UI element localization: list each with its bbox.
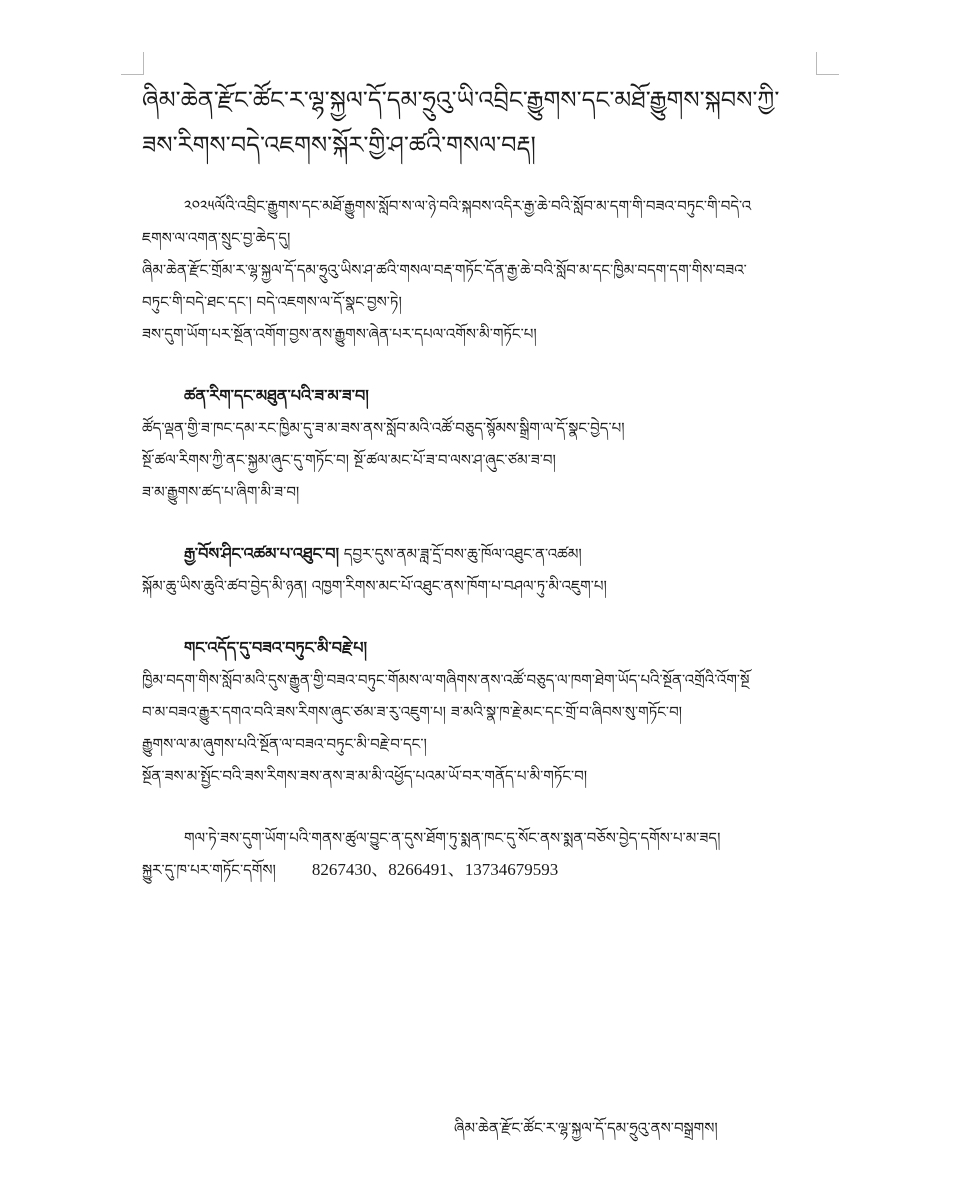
section-heading-text: ཚན་རིག་དང་མཐུན་པའི་ཟ་མ་ཟ་བ། [184, 386, 369, 405]
section-line: སྐོམ་ཆུ་ཡིས་ཆུའི་ཚབ་བྱེད་མི་ཉན། འཁྱག་རིགས་མང་པོ་འཐུང་ནས་ཁོག་པ་བཤལ་ཏུ་མི་འཇུག་པ། [142, 577, 607, 595]
title-line-1: ཞིམ་ཆེན་རྫོང་ཚོང་ར་ལྷ་སྐྱལ་དོ་དམ་ཧྲུའུ་ཡི་འབྲིང་རྒྱུགས་དང་མཐོ་རྒྱུགས་སྐབས་ཀྱི་ [142, 86, 780, 114]
intro-line: ཇགས་ལ་འགན་སྲུང་བྱ་ཆེད་དུ། [142, 229, 291, 247]
section-heading-rest: དབྱར་དུས་ནམ་ཟླ་དྲོ་བས་ཆུ་ཁོལ་འཐུང་ན་འཚམ། [339, 545, 582, 563]
section-diet [142, 380, 822, 508]
page-corner-mark-top-left [121, 52, 144, 75]
section-water [142, 538, 822, 602]
title-line-2: ཟས་རིགས་བདེ་འཇགས་སྐོར་གྱི་ཤ་ཚའི་གསལ་བརྡ། [142, 131, 536, 159]
section-heading-text: རྒྱ་བོས་ཤིང་འཚམ་པ་འཐུང་བ། [184, 544, 340, 563]
section-line: ཚོད་ལྡན་གྱི་ཟ་ཁང་དམ་རང་ཁྱིམ་དུ་ཟ་མ་ཟས་ནས་སློབ་མའི་འཚོ་བཅུད་སྙོམས་སྒྲིག་ལ་དོ་སྣང་བྱེད་པ། [142, 419, 625, 437]
section-heading [142, 632, 822, 664]
section-heading [142, 538, 822, 570]
section-line: སྔོན་ཟས་མ་སྤྱོང་བའི་ཟས་རིགས་ཟས་ནས་ཟ་མ་མི་འཕྱོད་པའམ་ཡོ་བར་གནོད་པ་མི་གཏོང་བ། [142, 767, 588, 785]
section-no-change [142, 632, 822, 792]
document-body [142, 78, 822, 886]
section-line: རྒྱུགས་ལ་མ་ཞུགས་པའི་སྔོན་ལ་བཟའ་བཏུང་མི་བརྗེ་བ་དང་། [142, 735, 427, 753]
closing-paragraph [142, 822, 822, 886]
intro-paragraph [142, 190, 822, 350]
intro-line: ༢༠༢༥ལོའི་འབྲིང་རྒྱུགས་དང་མཐོ་རྒྱུགས་སློབ་ས་ལ་ཉེ་བའི་སྐབས་འདིར་རྒྱ་ཆེ་བའི་སློབ་མ་དག་གི་བཟའ་བཏུང་གི་བདེ་འ [184, 197, 752, 215]
section-heading-text: གང་འདོད་དུ་བཟའ་བཏུང་མི་བརྗེ་པ། [184, 638, 368, 657]
phone-numbers: 8267430、8266491、13734679593 [311, 860, 559, 879]
section-heading [142, 380, 822, 412]
document-title [142, 78, 822, 168]
section-line: ཟ་མ་རྒྱུགས་ཚད་པ་ཞིག་མི་ཟ་བ། [142, 483, 300, 501]
closing-line [142, 854, 822, 886]
intro-line: བཏུང་གི་བདེ་ཐང་དང་། བདེ་འཇགས་ལ་དོ་སྣང་བྱས་ཏེ། [142, 293, 402, 311]
section-line: སྔོ་ཚལ་རིགས་ཀྱི་ནང་སྐྱམ་ཞུང་དུ་གཏོང་བ། སྔོ་ཚལ་མང་པོ་ཟ་བ་ལས་ཤ་ཞུང་ཙམ་ཟ་བ། [142, 451, 556, 469]
intro-line: ཟས་དུག་ཡོག་པར་སྔོན་འགོག་བྱས་ནས་རྒྱུགས་ཞེན་པར་དཔལ་འགོས་མི་གཏོང་པ། [142, 325, 537, 343]
section-line: བ་མ་བཟའ་རྒྱུར་དགའ་བའི་ཟས་རིགས་ཞུང་ཙམ་ཟ་རུ་འཇུག་པ། ཟ་མའི་སྣ་ཁ་རྗེ་མང་དང་གྲོ་བ་ཞིབས་སུ་གཏོང་བ། [142, 703, 683, 721]
closing-text: སྐྱུར་དུ་ཁ་པར་གཏོང་དགོས། [142, 861, 276, 879]
intro-line: ཞིམ་ཆེན་རྫོང་གྲོམ་ར་ལྷ་སྐྱལ་དོ་དམ་ཧྲུའུ་ཡིས་ཤ་ཚའི་གསལ་བརྡ་གཏོང་དོན་རྒྱ་ཆེ་བའི་སློབ་མ་དང་ཁྱིམ་བདག་དག་གིས་བཟའ་ [142, 261, 747, 279]
closing-line: གལ་ཏེ་ཟས་དུག་ཡོག་པའི་གནས་ཚུལ་བྱུང་ན་དུས་ཐོག་ཏུ་སྨན་ཁང་དུ་སོང་ནས་སྨན་བཅོས་བྱེད་དགོས་པ་མ་ཟད། [184, 829, 721, 847]
section-line: ཁྱིམ་བདག་གིས་སློབ་མའི་དུས་རྒྱུན་གྱི་བཟའ་བཏུང་གོམས་ལ་གཞིགས་ནས་འཚོ་བཅུད་ལ་ཁག་ཐེག་ཡོད་པའི་སྔོན་འགྲོའི་འོག་སྔོ [142, 671, 750, 689]
page-corner-mark-top-right [816, 52, 839, 75]
signature: ཞིམ་ཆེན་རྫོང་ཚོང་ར་ལྷ་སྐྱལ་དོ་དམ་ཧྲུའུ་ནས་བསྒྲགས། [454, 1119, 718, 1137]
